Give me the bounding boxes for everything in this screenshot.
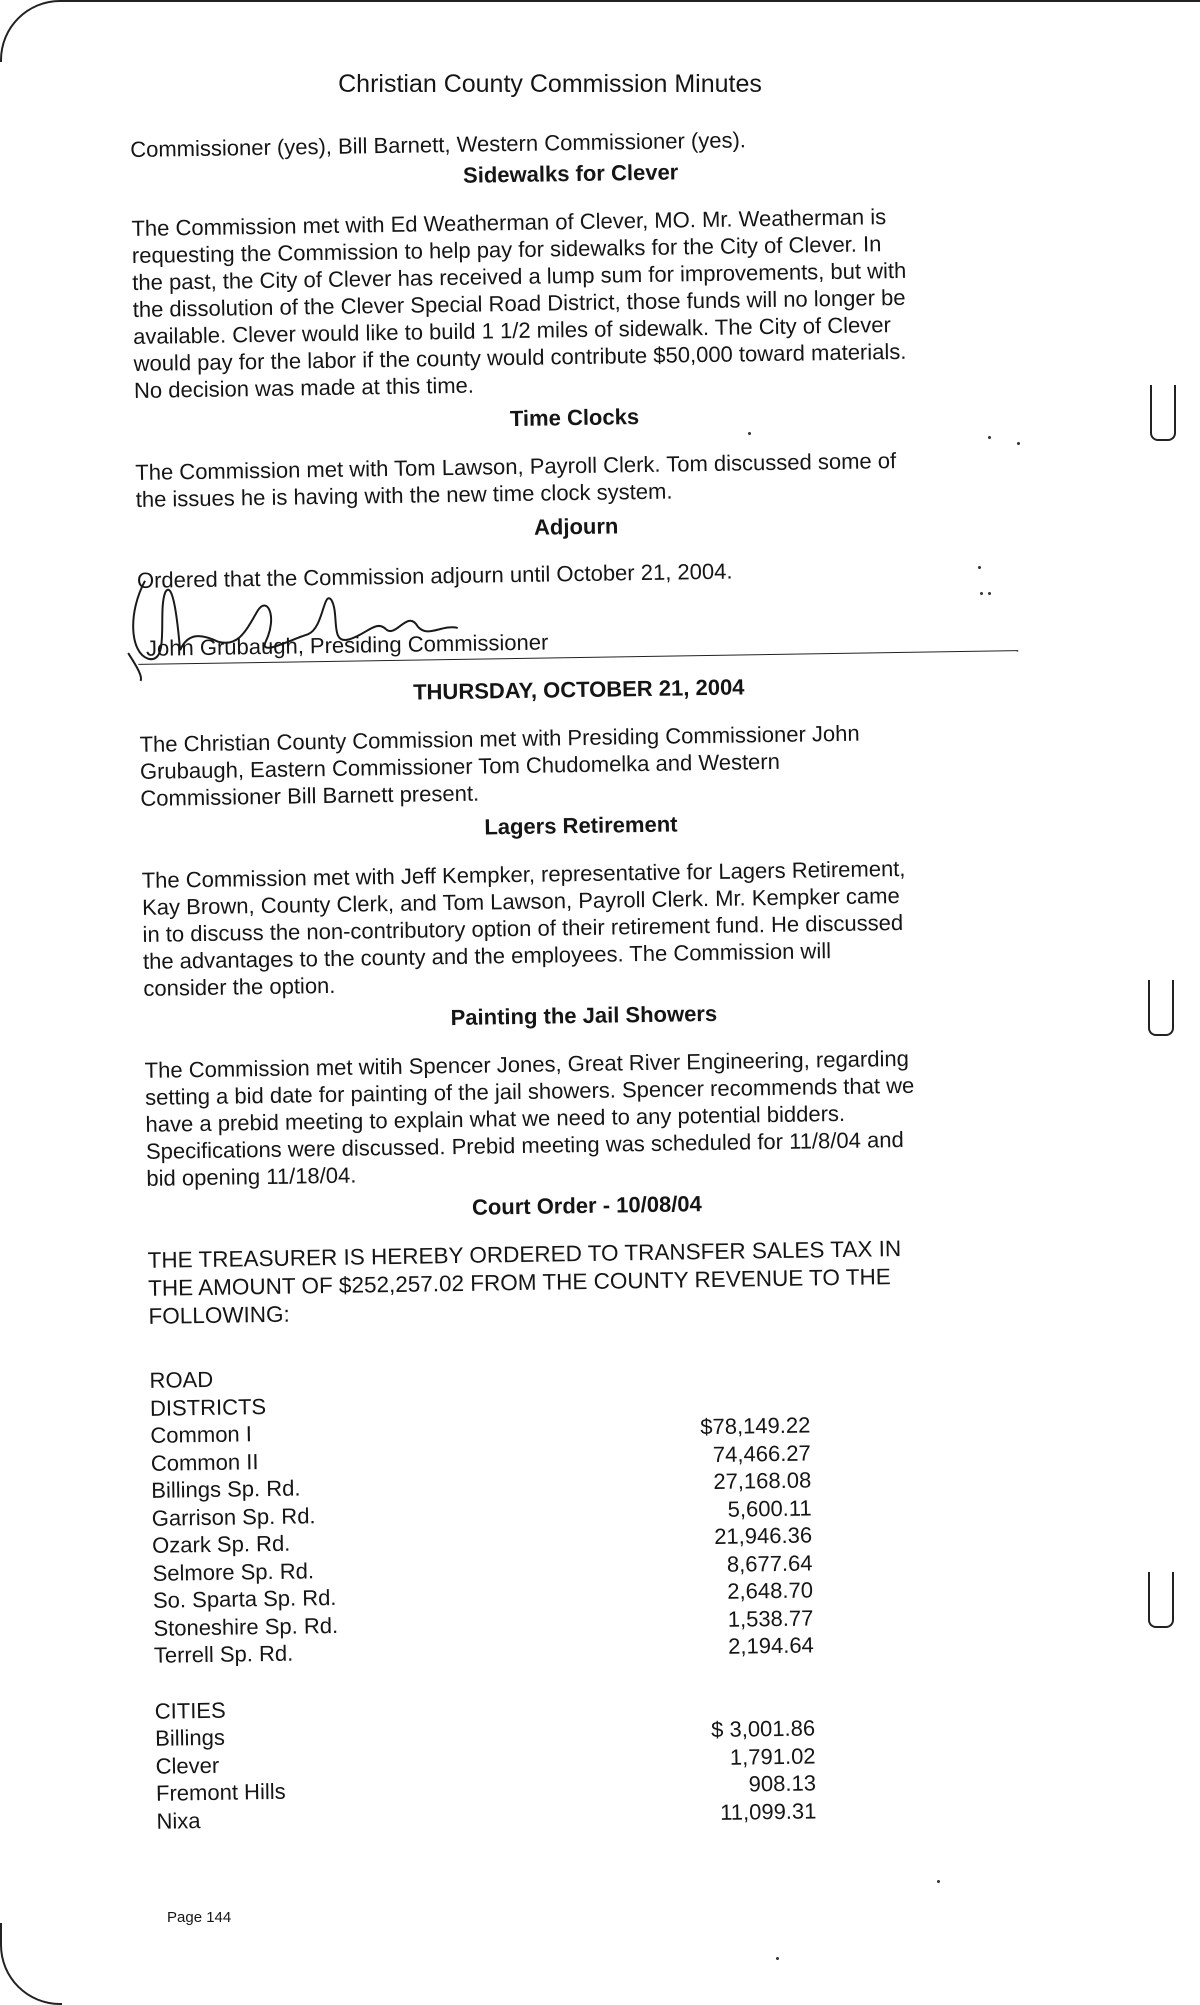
district-name: Common I — [150, 1421, 253, 1448]
city-name: Fremont Hills — [155, 1778, 286, 1806]
text-line: Specifications were discussed. Prebid meeting was scheduled for 11/8/04 and — [145, 1126, 904, 1164]
district-name: Selmore Sp. Rd. — [152, 1557, 315, 1586]
city-name: Nixa — [156, 1807, 201, 1834]
scan-speck — [748, 432, 751, 435]
city-amount: $ 3,001.86 — [710, 1715, 816, 1743]
scan-speck — [988, 436, 991, 439]
page-edge-bottom — [0, 1923, 62, 2005]
minutes-body — [130, 121, 1037, 1835]
text-line: bid opening 11/18/04. — [146, 1162, 357, 1191]
text-line: the past, the City of Clever has received a lump sum for improvements, but with — [132, 257, 907, 295]
table-heading: DISTRICTS — [149, 1393, 267, 1421]
district-amount: 8,677.64 — [726, 1549, 813, 1577]
text-line: the issues he is having with the new time clock system. — [135, 478, 673, 512]
table-heading: CITIES — [154, 1697, 226, 1724]
text-line: THE AMOUNT OF $252,257.02 FROM THE COUNTY REVENUE TO THE — [147, 1264, 891, 1301]
text-line: No decision was made at this time. — [133, 372, 475, 403]
signature-block — [137, 554, 1018, 668]
district-name: Billings Sp. Rd. — [151, 1475, 301, 1503]
district-name: Common II — [150, 1448, 259, 1476]
city-amount: 908.13 — [748, 1770, 817, 1797]
text-line: The Commission met with Tom Lawson, Payroll Clerk. Tom discussed some of — [135, 448, 897, 485]
court-order-text — [147, 1233, 1028, 1331]
text-line: setting a bid date for painting of the jail showers. Spencer recommends that we — [144, 1072, 915, 1110]
district-amount: 21,946.36 — [714, 1522, 813, 1549]
heading-court-order: Court Order - 10/08/04 — [471, 1191, 702, 1220]
text-line: the advantages to the county and the employees. The Commission will — [142, 938, 832, 974]
text-line: Kay Brown, County Clerk, and Tom Lawson, Payroll Clerk. Mr. Kempker came — [141, 883, 900, 920]
text-line: in to discuss the non-contributory option of their retirement fund. He discussed — [142, 909, 904, 947]
district-name: Ozark Sp. Rd. — [151, 1530, 291, 1558]
road-districts-table — [149, 1356, 816, 1834]
scan-speck — [980, 592, 983, 595]
scan-speck — [937, 1880, 940, 1883]
district-name: Stoneshire Sp. Rd. — [153, 1612, 339, 1641]
para-lagers — [141, 853, 1023, 1002]
heading-thursday: THURSDAY, OCTOBER 21, 2004 — [412, 674, 745, 705]
district-amount: 74,466.27 — [712, 1439, 811, 1467]
text-line: Commissioner Bill Barnett present. — [140, 780, 480, 811]
district-amount: 2,648.70 — [727, 1577, 814, 1604]
page-number: Page 144 — [167, 1909, 232, 1926]
city-name: Clever — [155, 1752, 220, 1779]
text-line: The Commission met with Jeff Kempker, representative for Lagers Retirement, — [141, 855, 906, 893]
scan-speck — [1017, 442, 1020, 445]
text-line: have a prebid meeting to explain what we need to any potential bidders. — [145, 1100, 846, 1137]
binder-tab — [1148, 980, 1174, 1036]
document-title: Christian County Commission Minutes — [338, 70, 762, 98]
city-name: Billings — [154, 1724, 226, 1751]
text-line: The Commission met witih Spencer Jones, Great River Engineering, regarding — [144, 1045, 910, 1083]
text-line: The Commission met with Ed Weatherman of Clever, MO. Mr. Weatherman is — [131, 204, 887, 241]
para-sidewalks — [131, 201, 1014, 404]
district-name: Terrell Sp. Rd. — [153, 1640, 294, 1668]
district-amount: 2,194.64 — [727, 1632, 814, 1659]
scan-speck — [988, 592, 991, 595]
scan-speck — [776, 1957, 779, 1960]
text-line: the dissolution of the Clever Special Road District, those funds will no longer be — [132, 284, 906, 322]
heading-lagers: Lagers Retirement — [484, 811, 678, 840]
page-edge-top — [0, 0, 1200, 62]
signer-name: John Grubaugh, Presiding Commissioner — [145, 629, 549, 661]
heading-time-clocks: Time Clocks — [509, 404, 640, 432]
city-amount: 11,099.31 — [719, 1797, 817, 1825]
district-name: So. Sparta Sp. Rd. — [152, 1584, 337, 1613]
city-amount: 1,791.02 — [729, 1742, 816, 1770]
heading-adjourn: Adjourn — [533, 513, 619, 540]
text-line: requesting the Commission to help pay for sidewalks for the City of Clever. In — [131, 231, 882, 268]
district-amount: 5,600.11 — [727, 1494, 812, 1522]
text-line: consider the option. — [143, 972, 336, 1001]
table-heading: ROAD — [149, 1366, 214, 1393]
district-amount: $78,149.22 — [700, 1412, 811, 1440]
heading-jail-showers: Painting the Jail Showers — [450, 1000, 718, 1031]
district-name: Garrison Sp. Rd. — [151, 1502, 316, 1531]
text-line: FOLLOWING: — [148, 1301, 291, 1329]
para-thursday — [139, 717, 1020, 812]
intro-line: Commissioner (yes), Bill Barnett, Western Commissioner (yes). — [130, 127, 747, 162]
heading-sidewalks: Sidewalks for Clever — [462, 159, 679, 188]
para-jail-showers — [144, 1043, 1026, 1192]
para-time-clocks — [135, 445, 1016, 513]
adjourn-order: Ordered that the Commission adjourn until October 21, 2004. — [136, 558, 733, 593]
text-line: available. Clever would like to build 1 1/2 miles of sidewalk. The City of Clever — [132, 312, 892, 349]
text-line: Grubaugh, Eastern Commissioner Tom Chudomelka and Western — [139, 748, 781, 784]
district-amount: 27,168.08 — [713, 1467, 812, 1495]
text-line: The Christian County Commission met with Presiding Commissioner John — [139, 720, 860, 757]
text-line: would pay for the labor if the county would contribute $50,000 toward materials. — [133, 338, 907, 376]
district-amount: 1,538.77 — [727, 1604, 814, 1632]
binder-tab — [1150, 385, 1176, 441]
handwritten-signature — [117, 568, 479, 684]
text-line: THE TREASURER IS HEREBY ORDERED TO TRANSFER SALES TAX IN — [147, 1236, 902, 1273]
scan-speck — [978, 566, 981, 569]
binder-tab — [1148, 1572, 1174, 1628]
